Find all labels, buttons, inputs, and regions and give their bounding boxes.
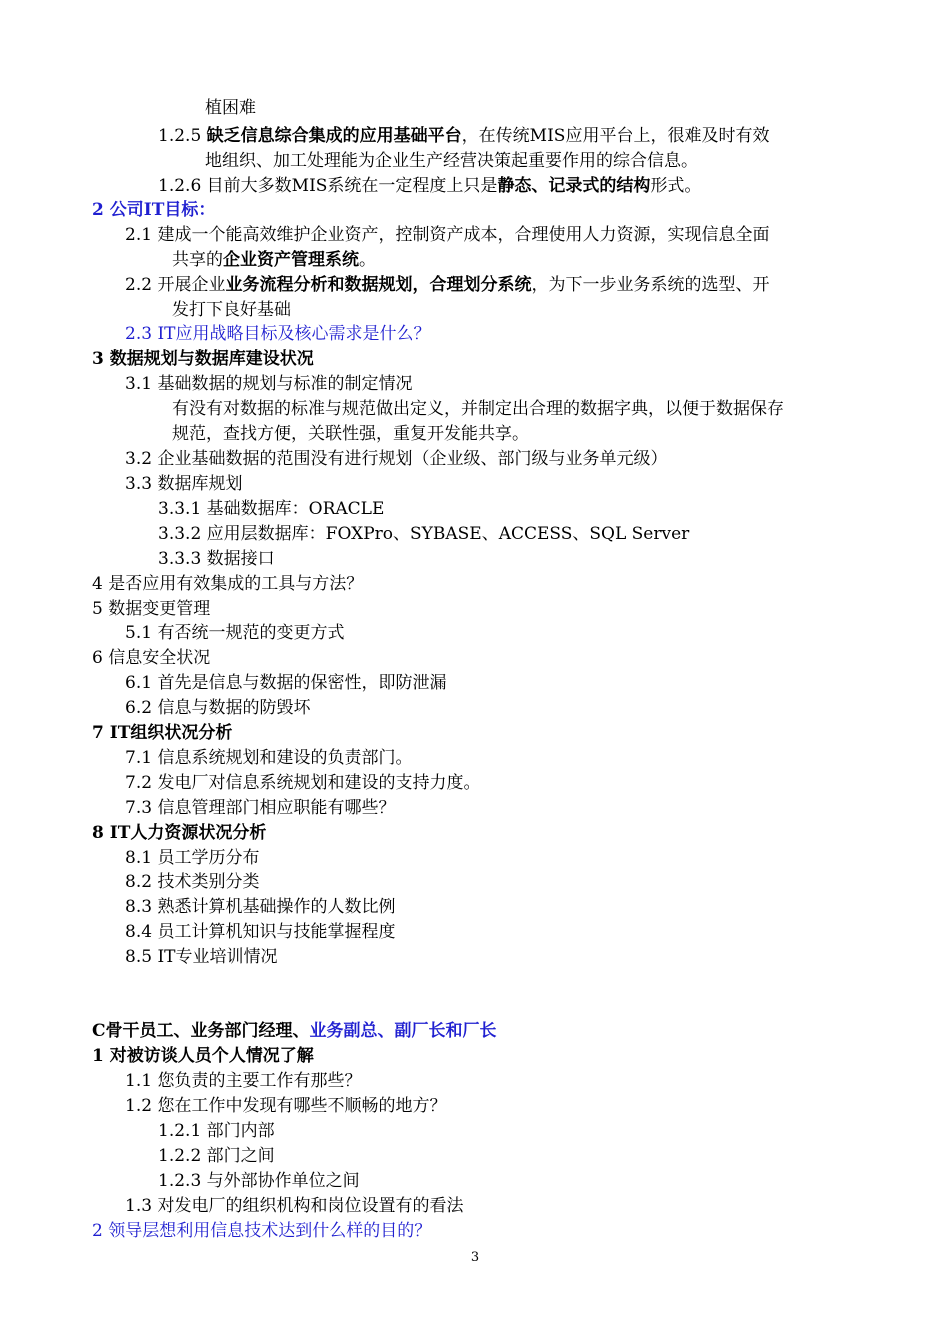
text-line — [125, 870, 259, 895]
text-line — [158, 124, 769, 149]
text-line — [92, 1044, 314, 1069]
text-run: 1.2 您在工作中发现有哪些不顺畅的地方？ — [125, 1096, 447, 1116]
text-run: 公司IT目标： — [109, 200, 216, 220]
text-run: 7.2 发电厂对信息系统规划和建设的支持力度。 — [125, 773, 481, 793]
text-run: 8.5 IT专业培训情况 — [125, 947, 278, 967]
text-run: 1.3 对发电厂的组织机构和岗位设置有的看法 — [125, 1196, 464, 1216]
text-line — [92, 198, 215, 223]
text-line — [172, 422, 529, 447]
text-line — [125, 945, 278, 970]
text-run: 5 数据变更管理 — [92, 599, 211, 619]
text-line — [125, 472, 242, 497]
text-run: 业务副总、副厂长和厂长 — [309, 1021, 497, 1041]
text-run: 规范，查找方便，关联性强，重复开发能共享。 — [172, 424, 529, 444]
text-run: 2.3 IT应用战略目标及核心需求是什么？ — [125, 324, 431, 344]
text-run: 7.3 信息管理部门相应职能有哪些？ — [125, 798, 396, 818]
text-run: 1 对被访谈人员个人情况了解 — [92, 1046, 314, 1066]
text-run: 8.1 员工学历分布 — [125, 848, 260, 868]
text-line — [125, 671, 446, 696]
text-run: 3.3 数据库规划 — [125, 474, 243, 494]
text-line — [158, 174, 701, 199]
text-run: 3 数据规划与数据库建设状况 — [92, 349, 314, 369]
text-line — [125, 696, 310, 721]
text-line — [158, 497, 384, 522]
text-run: 静态、记录式的结构 — [497, 176, 651, 196]
text-run: 5.1 有否统一规范的变更方式 — [125, 623, 345, 643]
text-run: 1.2.3 与外部协作单位之间 — [158, 1171, 360, 1191]
text-line — [125, 771, 480, 796]
text-run: 2.2 开展企业 — [125, 275, 226, 295]
text-run: 1.2.1 部门内部 — [158, 1121, 275, 1141]
text-line — [125, 1094, 446, 1119]
text-run: 6 信息安全状况 — [92, 648, 211, 668]
text-run: 业务流程分析和数据规划，合理划分系统 — [225, 275, 532, 295]
text-line — [125, 746, 412, 771]
text-line — [125, 846, 259, 871]
text-run: 1.2.5 — [158, 126, 207, 146]
text-line — [92, 821, 266, 846]
text-line — [125, 895, 395, 920]
text-run: 6.1 首先是信息与数据的保密性，即防泄漏 — [125, 673, 447, 693]
text-run: 1.2.2 部门之间 — [158, 1146, 275, 1166]
text-run: 发打下良好基础 — [172, 300, 291, 320]
text-line — [125, 621, 344, 646]
text-run: 3.3.3 数据接口 — [158, 549, 275, 569]
text-line — [158, 522, 689, 547]
text-run: 8.4 员工计算机知识与技能掌握程度 — [125, 922, 396, 942]
text-run: 3.3.1 基础数据库：ORACLE — [158, 499, 385, 519]
text-line — [125, 223, 769, 248]
text-run: 8.2 技术类别分类 — [125, 872, 260, 892]
text-line — [125, 372, 412, 397]
text-line — [158, 547, 275, 572]
text-line — [125, 322, 431, 347]
text-run: 3.2 企业基础数据的范围没有进行规划（企业级、部门级与业务单元级） — [125, 449, 668, 469]
text-run: 2 领导层想利用信息技术达到什么样的目的？ — [92, 1221, 432, 1241]
text-run: 有没有对数据的标准与规范做出定义，并制定出合理的数据字典，以便于数据保存 — [172, 399, 784, 419]
text-line — [125, 796, 395, 821]
text-line — [172, 248, 376, 273]
text-line — [92, 572, 363, 597]
text-run: 7 IT组织状况分析 — [92, 723, 233, 743]
text-run: C骨干员工、业务部门经理、 — [92, 1021, 310, 1041]
text-run: 。 — [359, 250, 376, 270]
text-run: 1.2.6 目前大多数MIS系统在一定程度上只是 — [158, 176, 498, 196]
text-run: 4 是否应用有效集成的工具与方法？ — [92, 574, 364, 594]
text-run: ，为下一步业务系统的选型、开 — [531, 275, 770, 295]
text-line — [125, 273, 769, 298]
text-run: 2.1 建成一个能高效维护企业资产，控制资产成本，合理使用人力资源，实现信息全面 — [125, 225, 770, 245]
text-run: 形式。 — [650, 176, 702, 196]
text-line — [92, 721, 232, 746]
text-run: 企业资产管理系统 — [223, 250, 359, 270]
text-run: 3.1 基础数据的规划与标准的制定情况 — [125, 374, 413, 394]
page-number: 3 — [470, 1250, 480, 1265]
text-line — [92, 1019, 497, 1044]
text-run: 6.2 信息与数据的防毁坏 — [125, 698, 311, 718]
text-line — [125, 920, 395, 945]
text-run: 7.1 信息系统规划和建设的负责部门。 — [125, 748, 413, 768]
text-line — [172, 298, 291, 323]
text-run: 缺乏信息综合集成的应用基础平台 — [206, 126, 462, 146]
text-run: 3.3.2 应用层数据库：FOXPro、SYBASE、ACCESS、SQL Server — [158, 524, 690, 544]
text-line — [92, 347, 314, 372]
text-line — [92, 1219, 431, 1244]
text-line — [158, 1119, 275, 1144]
text-run: 8.3 熟悉计算机基础操作的人数比例 — [125, 897, 396, 917]
text-line — [125, 1069, 361, 1094]
text-line — [125, 1194, 463, 1219]
text-line — [92, 597, 210, 622]
text-line — [158, 1144, 275, 1169]
text-run: ，在传统MIS应用平台上，很难及时有效 — [461, 126, 770, 146]
text-run: 8 IT人力资源状况分析 — [92, 823, 267, 843]
text-line — [172, 397, 784, 422]
text-line — [205, 96, 256, 121]
text-line — [158, 1169, 360, 1194]
text-line — [125, 447, 667, 472]
text-run: 2 — [92, 200, 110, 220]
text-run: 植困难 — [205, 98, 256, 118]
text-run: 共享的 — [172, 250, 223, 270]
text-line — [205, 149, 698, 174]
text-run: 地组织、加工处理能为企业生产经营决策起重要作用的综合信息。 — [205, 151, 698, 171]
text-run: 1.1 您负责的主要工作有那些？ — [125, 1071, 362, 1091]
text-line — [92, 646, 210, 671]
